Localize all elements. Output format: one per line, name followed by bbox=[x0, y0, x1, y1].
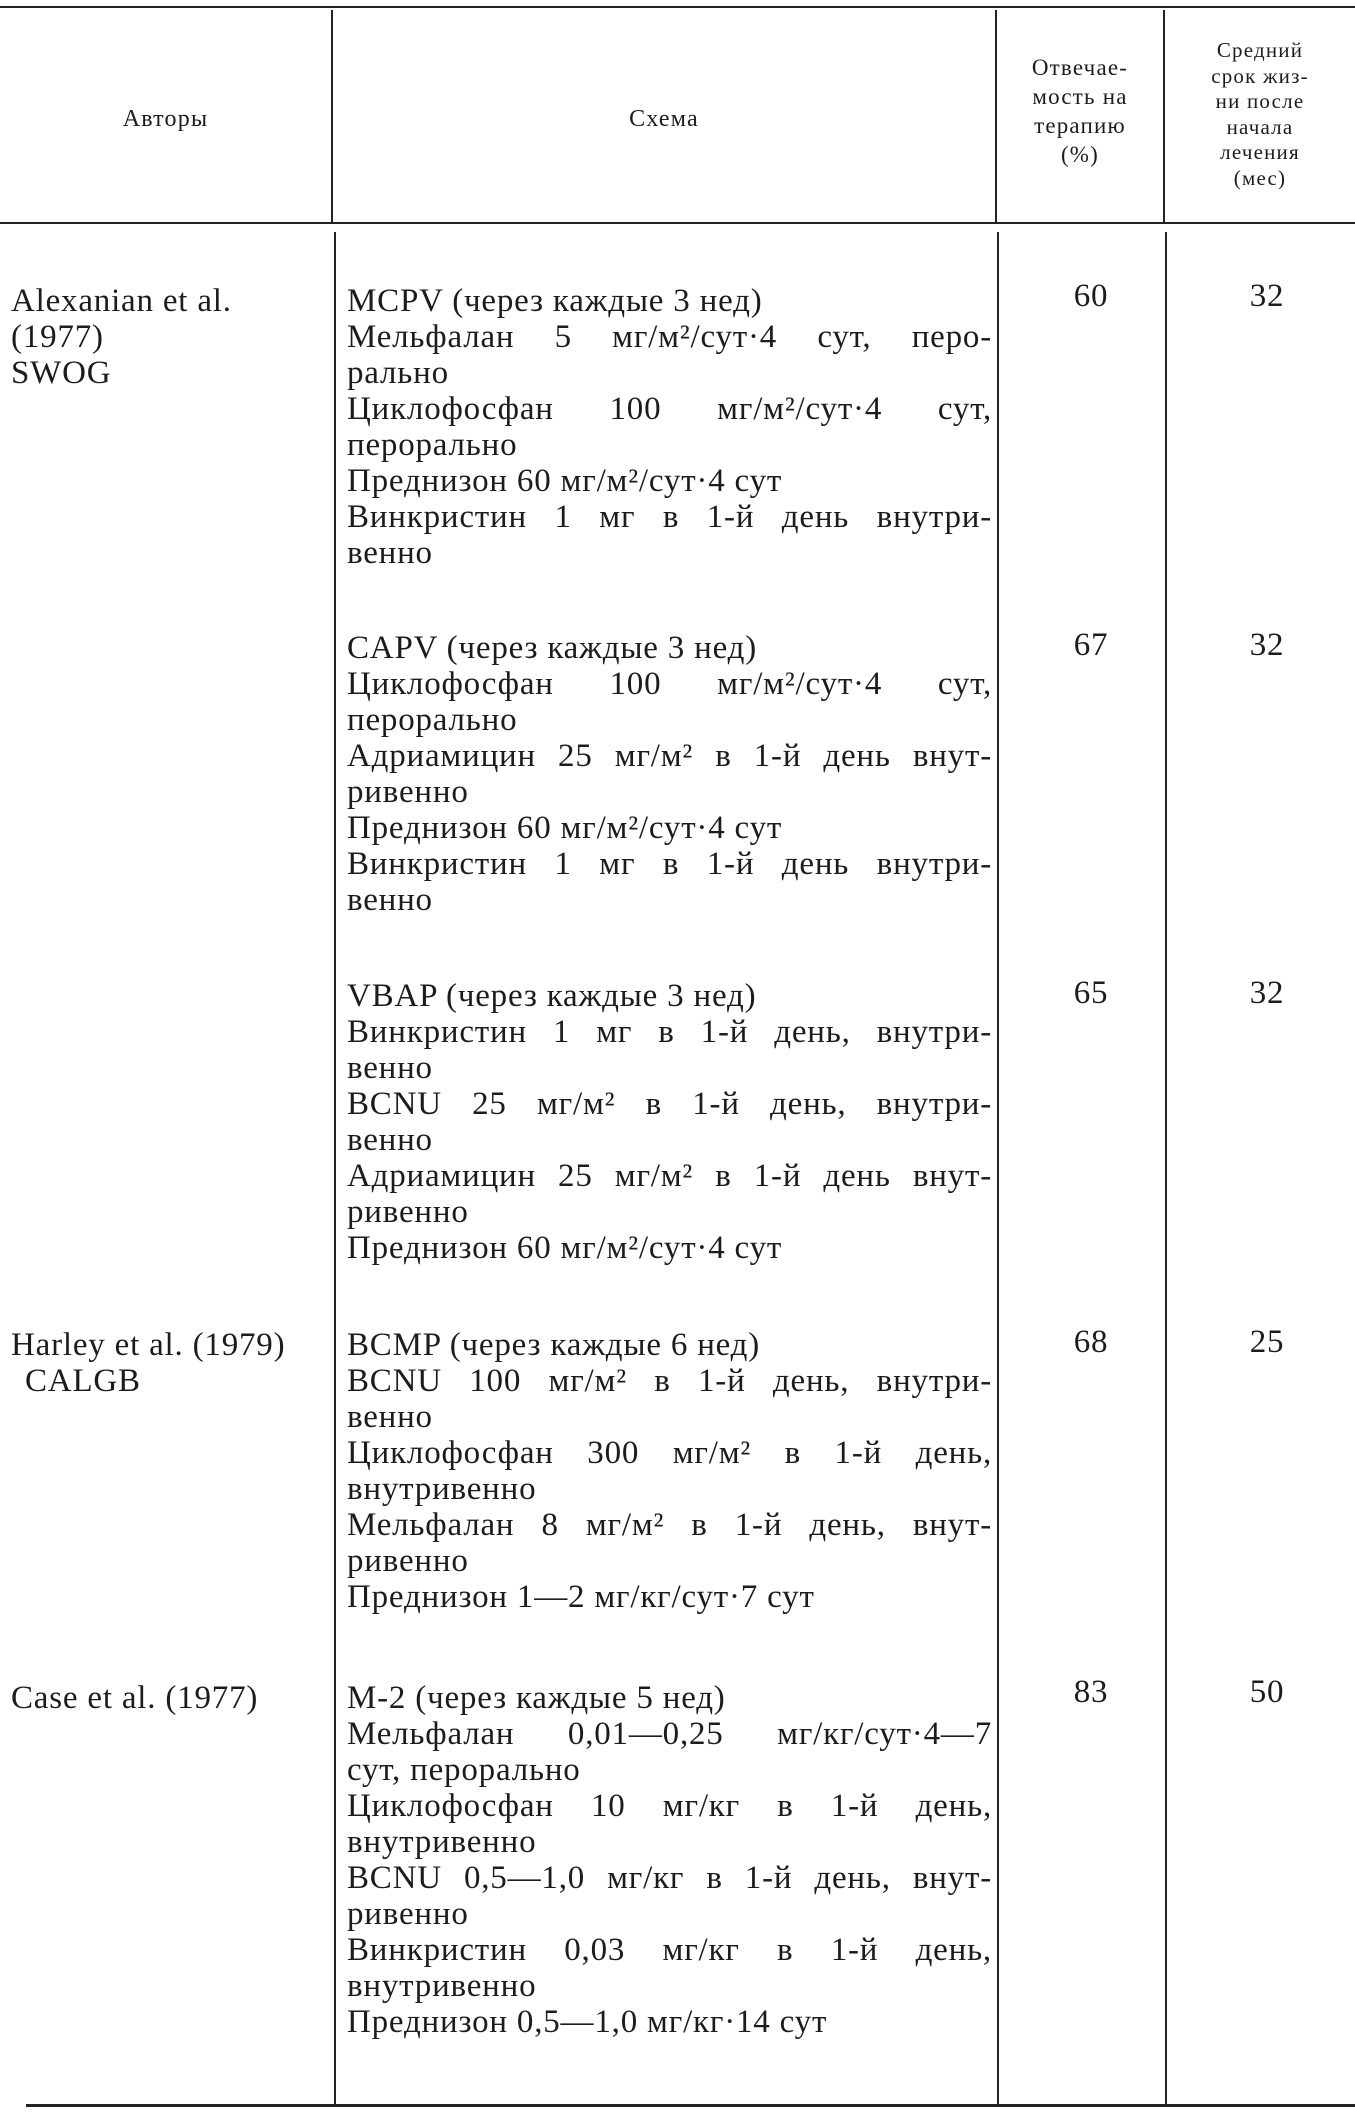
regimen-title: CAPV (через каждые 3 нед) bbox=[347, 630, 757, 666]
header-line: Средний bbox=[1216, 38, 1304, 62]
header-line: лечения bbox=[1220, 140, 1300, 164]
scheme-line: Циклофосфан 300 мг/м² в 1-й день, bbox=[347, 1435, 992, 1471]
median-survival: 32 bbox=[1249, 627, 1285, 663]
header-line: Отвечае- bbox=[1031, 55, 1129, 80]
scheme-line: внутривенно bbox=[347, 1471, 537, 1507]
body-divider-1 bbox=[334, 232, 336, 2104]
author-line: CALGB bbox=[25, 1363, 141, 1399]
scheme-line: Преднизон 0,5—1,0 мг/кг·14 сут bbox=[347, 2004, 828, 2040]
response-rate: 60 bbox=[1073, 278, 1109, 314]
scheme-line: перорально bbox=[347, 427, 518, 463]
scheme-cell bbox=[347, 1327, 992, 1615]
scheme-line: перорально bbox=[347, 702, 518, 738]
median-survival: 32 bbox=[1249, 278, 1285, 314]
header-response-rate bbox=[997, 53, 1163, 169]
scheme-line: ривенно bbox=[347, 774, 469, 810]
scheme-line: сут, перорально bbox=[347, 1752, 581, 1788]
header-line: (мес) bbox=[1233, 165, 1287, 190]
scheme-line: рально bbox=[347, 355, 449, 391]
scheme-line: Винкристин 1 мг в 1-й день, внутри- bbox=[347, 1014, 992, 1050]
scheme-cell bbox=[347, 283, 992, 571]
scheme-line: Мельфалан 8 мг/м² в 1-й день, внут- bbox=[347, 1507, 992, 1543]
header-scheme: Схема bbox=[629, 106, 699, 132]
table-bottom-rule bbox=[26, 2104, 1355, 2107]
body-divider-3 bbox=[1165, 232, 1167, 2104]
scheme-cell bbox=[347, 978, 992, 1266]
scheme-line: внутривенно bbox=[347, 1968, 537, 2004]
header-line: начала bbox=[1226, 114, 1294, 139]
scheme-line: Адриамицин 25 мг/м² в 1-й день внут- bbox=[347, 1158, 992, 1194]
table-top-rule bbox=[0, 6, 1355, 8]
authors-cell bbox=[11, 1680, 329, 1716]
response-rate: 83 bbox=[1073, 1674, 1109, 1710]
scheme-line: Мельфалан 5 мг/м²/сут·4 сут, перо- bbox=[347, 319, 992, 355]
scheme-line: Циклофосфан 10 мг/кг в 1-й день, bbox=[347, 1788, 992, 1824]
authors-cell bbox=[11, 283, 329, 391]
header-bottom-rule bbox=[0, 222, 1355, 224]
scheme-line: венно bbox=[347, 882, 433, 918]
scheme-line: Винкристин 0,03 мг/кг в 1-й день, bbox=[347, 1932, 992, 1968]
scheme-line: Преднизон 60 мг/м²/сут·4 сут bbox=[347, 1230, 783, 1266]
scheme-line: внутривенно bbox=[347, 1824, 537, 1860]
scheme-line: BCNU 0,5—1,0 мг/кг в 1-й день, внут- bbox=[347, 1860, 992, 1896]
scheme-line: BCNU 100 мг/м² в 1-й день, внутри- bbox=[347, 1363, 992, 1399]
author-line: Alexanian et al. bbox=[11, 283, 232, 319]
regimen-title: M-2 (через каждые 5 нед) bbox=[347, 1680, 726, 1716]
scheme-line: ривенно bbox=[347, 1896, 469, 1932]
median-survival: 50 bbox=[1249, 1674, 1285, 1710]
header-line: срок жиз- bbox=[1211, 63, 1309, 88]
scheme-line: венно bbox=[347, 1122, 433, 1158]
scheme-line: Преднизон 60 мг/м²/сут·4 сут bbox=[347, 463, 783, 499]
scheme-line: Винкристин 1 мг в 1-й день внутри- bbox=[347, 846, 992, 882]
scheme-line: Винкристин 1 мг в 1-й день внутри- bbox=[347, 499, 992, 535]
author-line: Harley et al. (1979) bbox=[11, 1327, 286, 1363]
scheme-line: ривенно bbox=[347, 1194, 469, 1230]
scheme-line: ривенно bbox=[347, 1543, 469, 1579]
median-survival: 32 bbox=[1249, 975, 1285, 1011]
scheme-line: Адриамицин 25 мг/м² в 1-й день внут- bbox=[347, 738, 992, 774]
scheme-line: венно bbox=[347, 535, 433, 571]
scheme-line: Циклофосфан 100 мг/м²/сут·4 сут, bbox=[347, 666, 992, 702]
response-rate: 68 bbox=[1073, 1324, 1109, 1360]
body-divider-2 bbox=[997, 232, 999, 2104]
response-rate: 67 bbox=[1073, 627, 1109, 663]
scheme-line: BCNU 25 мг/м² в 1-й день, внутри- bbox=[347, 1086, 992, 1122]
scheme-cell bbox=[347, 1680, 992, 2040]
header-authors: Авторы bbox=[122, 106, 209, 132]
scheme-line: Преднизон 60 мг/м²/сут·4 сут bbox=[347, 810, 783, 846]
header-line: (%) bbox=[1060, 142, 1100, 167]
header-line: терапию bbox=[1034, 113, 1126, 138]
scheme-line: венно bbox=[347, 1399, 433, 1435]
author-line: Case et al. (1977) bbox=[11, 1680, 259, 1716]
scheme-line: Преднизон 1—2 мг/кг/сут·7 сут bbox=[347, 1579, 815, 1615]
regimen-title: MCPV (через каждые 3 нед) bbox=[347, 283, 763, 319]
regimen-title: VBAP (через каждые 3 нед) bbox=[347, 978, 757, 1014]
header-line: ни после bbox=[1215, 89, 1305, 113]
author-line: (1977) bbox=[11, 319, 104, 355]
median-survival: 25 bbox=[1249, 1324, 1285, 1360]
regimen-title: BCMP (через каждые 6 нед) bbox=[347, 1327, 761, 1363]
header-median-survival bbox=[1165, 38, 1355, 191]
author-line: SWOG bbox=[11, 355, 112, 391]
scheme-line: Циклофосфан 100 мг/м²/сут·4 сут, bbox=[347, 391, 992, 427]
scheme-cell bbox=[347, 630, 992, 918]
header-line: мость на bbox=[1032, 84, 1128, 109]
response-rate: 65 bbox=[1073, 975, 1109, 1011]
scheme-line: венно bbox=[347, 1050, 433, 1086]
authors-cell bbox=[11, 1327, 329, 1399]
scheme-line: Мельфалан 0,01—0,25 мг/кг/сут·4—7 bbox=[347, 1716, 992, 1752]
